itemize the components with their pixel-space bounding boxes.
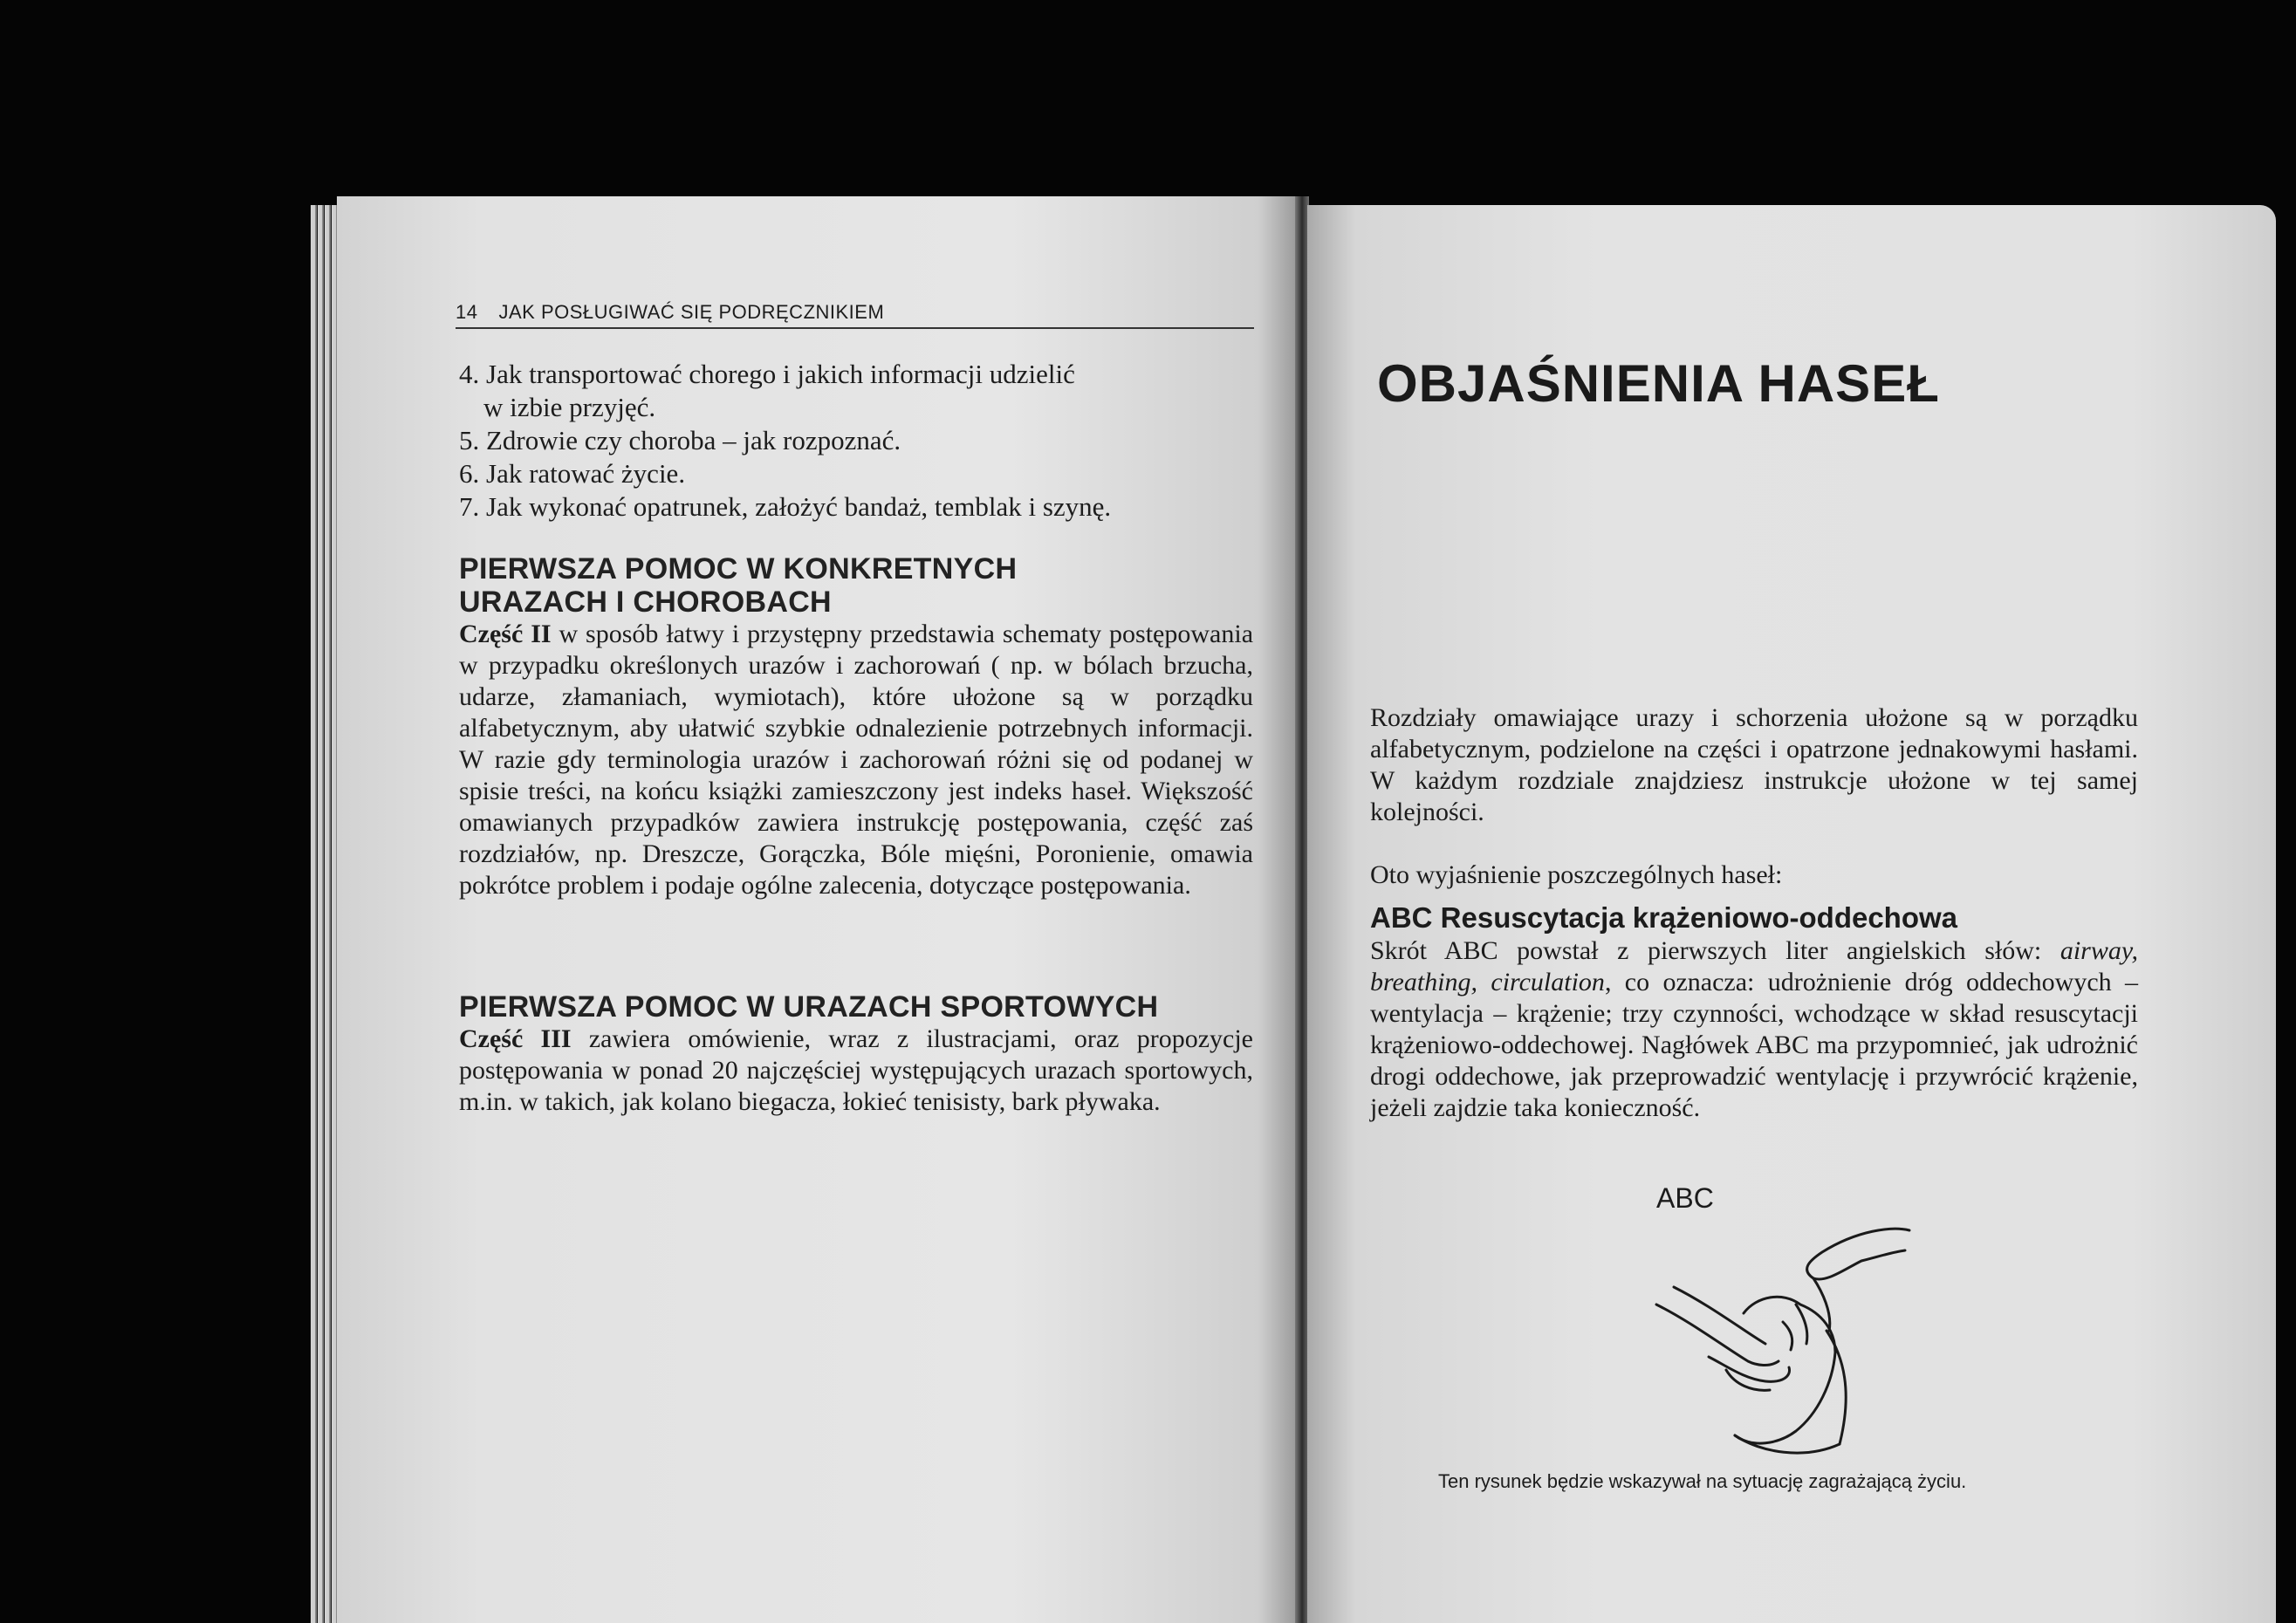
- list-item: [459, 424, 1253, 457]
- abc-illustration: [1604, 1182, 1970, 1470]
- italic-terms: airway, breathing, circulation: [1370, 936, 2138, 996]
- intro-paragraph: Oto wyjaśnienie poszczególnych haseł:: [1370, 860, 1783, 889]
- paragraph-text: Skrót ABC powstał z pierwszych liter angielskich słów:: [1370, 936, 2060, 965]
- list-item-text: 5. Zdrowie czy choroba – jak rozpoznać.: [459, 425, 901, 455]
- list-item-text: 4. Jak transportować chorego i jakich informacji udzielić: [459, 359, 1075, 389]
- part-label: Część II: [459, 620, 552, 648]
- figure-caption: Ten rysunek będzie wskazywał na sytuację zagrażającą życiu.: [1438, 1470, 1967, 1492]
- list-item-text: 7. Jak wykonać opatrunek, założyć bandaż, temblak i szynę.: [459, 491, 1112, 522]
- chapter-title: OBJAŚNIENIA HASEŁ: [1377, 354, 1940, 413]
- list-item: [459, 457, 1253, 490]
- list-item-continuation: w izbie przyjęć.: [483, 392, 656, 422]
- section-heading-line: PIERWSZA POMOC W KONKRETNYCH: [459, 552, 1018, 586]
- section-paragraph: [459, 1024, 1253, 1118]
- paragraph-text: , co oznacza: udrożnienie dróg oddechowych – wentylacja – krążenie; trzy czynności, wchodzące w skład resuscytacji krążeniowo-oddechowej. Nagłówek ABC ma przypomnieć, jak udrożnić drogi oddechowe, jak przeprowadzić wentylację i przywrócić krążenie, jeżeli zajdzie taka konieczność.: [1370, 968, 2138, 1122]
- page-edge: [318, 205, 324, 1623]
- page-edge: [325, 205, 331, 1623]
- figure-label: ABC: [1656, 1182, 1714, 1214]
- page-edge: [311, 205, 317, 1623]
- intro-paragraph: Rozdziały omawiające urazy i schorzenia ułożone są w porządku alfabetycznym, podzielone na części i opatrzone jednakowymi hasłami. W każdym rozdziale znajdziesz instrukcje ułożone w tej samej kolejności.: [1370, 703, 2138, 826]
- resuscitation-drawing: [1604, 1182, 1970, 1470]
- section-paragraph: [459, 619, 1253, 901]
- page-number: 14: [456, 301, 478, 323]
- list-item: [459, 490, 1253, 524]
- section-sports-injuries: [459, 990, 1253, 1118]
- paragraph-text: zawiera omówienie, wraz z ilustracjami, oraz propozycje postępowania w ponad 20 najczęściej występujących urazach sportowych, m.in. w takich, jak kolano biegacza, łokieć tenisisty, bark pływaka.: [459, 1024, 1253, 1116]
- section-heading: [459, 552, 1253, 619]
- running-head-title: JAK POSŁUGIWAĆ SIĘ PODRĘCZNIKIEM: [498, 301, 885, 323]
- section-heading: PIERWSZA POMOC W URAZACH SPORTOWYCH: [459, 990, 1159, 1024]
- part-label: Część III: [459, 1024, 572, 1053]
- list-item-text: 6. Jak ratować życie.: [459, 458, 686, 489]
- right-page: [1307, 205, 2276, 1623]
- left-page: [337, 196, 1297, 1623]
- section-first-aid-conditions: [459, 552, 1253, 901]
- list-item: [459, 358, 1253, 424]
- abc-paragraph: [1370, 935, 2138, 1124]
- abc-entry: [1370, 901, 2138, 1124]
- paragraph-text: w sposób łatwy i przystępny przedstawia schematy postępowania w przypadku określonych urazów i zachorowań ( np. w bólach brzucha, udarze, złamaniach, wymiotach), które ułożone są w porządku alfabetycznym, aby ułatwić szybkie odnalezienie potrzebnych informacji. W razie gdy terminologia urazów i zachorowań różni się od podanej w spisie treści, na końcu książki zamieszczony jest indeks haseł. Większość omawianych przypadków zawiera instrukcję postępowania, część zaś rozdziałów, np. Dreszcze, Gorączka, Bóle mięśni, Poronienie, omawia pokrótce problem i podaje ogólne zalecenia, dotyczące postępowania.: [459, 620, 1254, 900]
- running-head: [456, 301, 1254, 329]
- section-heading-line: URAZACH I CHOROBACH: [459, 586, 832, 619]
- abc-heading: ABC Resuscytacja krążeniowo-oddechowa: [1370, 901, 1958, 934]
- contents-list: [459, 358, 1253, 524]
